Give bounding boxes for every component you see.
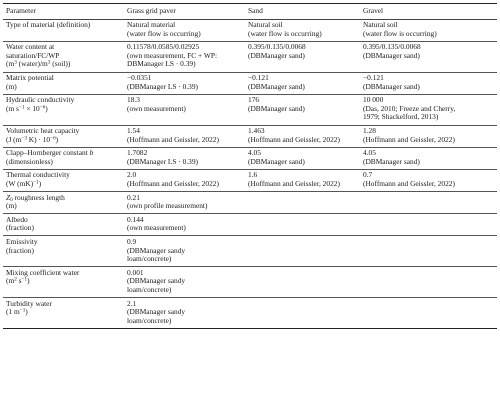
header-gravel: Gravel [360, 4, 497, 20]
parameter-cell: Matrix potential (m) [3, 72, 124, 94]
parameter-cell: Type of material (definition) [3, 19, 124, 41]
gravel-cell: Natural soil (water flow is occurring) [360, 19, 497, 41]
sand-cell [245, 236, 360, 267]
grass-grid-paver-cell: 0.9 (DBManager sandy loam/concrete) [124, 236, 245, 267]
sand-cell: 4.05 (DBManager sand) [245, 147, 360, 169]
header-row [3, 4, 497, 20]
sand-cell: Natural soil (water flow is occurring) [245, 19, 360, 41]
table-row [3, 94, 497, 125]
header-parameter: Parameter [3, 4, 124, 20]
parameter-table [3, 3, 497, 329]
grass-grid-paver-cell: 0.001 (DBManager sandy loam/concrete) [124, 267, 245, 298]
grass-grid-paver-cell: Natural material (water flow is occurring) [124, 19, 245, 41]
gravel-cell [360, 267, 497, 298]
gravel-cell [360, 236, 497, 267]
grass-grid-paver-cell: −0.0351 (DBManager LS · 0.39) [124, 72, 245, 94]
sand-cell: 1.463 (Hoffmann and Geissler, 2022) [245, 125, 360, 147]
sand-cell [245, 192, 360, 214]
sand-cell: 1.6 (Hoffmann and Geissler, 2022) [245, 169, 360, 191]
sand-cell: 176 (DBManager sand) [245, 94, 360, 125]
grass-grid-paver-cell: 0.11578/0.0585/0.02925 (own measurement, FC + WP: DBManager LS · 0.39) [124, 41, 245, 72]
gravel-cell [360, 214, 497, 236]
parameter-cell: Mixing coefficient water ($m^2$ $s^{-1}$) [3, 267, 124, 298]
sand-cell [245, 267, 360, 298]
table-row [3, 192, 497, 214]
table-row [3, 19, 497, 41]
grass-grid-paver-cell: 1.7082 (DBManager LS · 0.39) [124, 147, 245, 169]
table-row [3, 169, 497, 191]
gravel-cell: 0.395/0.135/0.0068 (DBManager sand) [360, 41, 497, 72]
header-sand: Sand [245, 4, 360, 20]
gravel-cell: 4.05 (DBManager sand) [360, 147, 497, 169]
table-header [3, 4, 497, 20]
gravel-cell [360, 298, 497, 329]
grass-grid-paver-cell: 1.54 (Hoffmann and Geissler, 2022) [124, 125, 245, 147]
gravel-cell [360, 192, 497, 214]
header-grass-grid-paver: Grass grid paver [124, 4, 245, 20]
sand-cell: 0.395/0.135/0.0068 (DBManager sand) [245, 41, 360, 72]
grass-grid-paver-cell: 2.0 (Hoffmann and Geissler, 2022) [124, 169, 245, 191]
parameter-cell: Albedo (fraction) [3, 214, 124, 236]
grass-grid-paver-cell: 2.1 (DBManager sandy loam/concrete) [124, 298, 245, 329]
gravel-cell: 10 000 (Das, 2010; Freeze and Cherry, 1979; Shackelford, 2013) [360, 94, 497, 125]
grass-grid-paver-cell: 18.3 (own measurement) [124, 94, 245, 125]
table-row [3, 41, 497, 72]
sand-cell [245, 214, 360, 236]
sand-cell [245, 298, 360, 329]
parameter-cell: $Z_0$ roughness length (m) [3, 192, 124, 214]
gravel-cell: 1.28 (Hoffmann and Geissler, 2022) [360, 125, 497, 147]
table-row [3, 298, 497, 329]
grass-grid-paver-cell: 0.144 (own measurement) [124, 214, 245, 236]
parameter-cell: Thermal conductivity (W (mK)$^{-1}$) [3, 169, 124, 191]
sand-cell: −0.121 (DBManager sand) [245, 72, 360, 94]
table-row [3, 72, 497, 94]
parameter-cell: Hydraulic conductivity (m $s^{-1} \times 10^{-6}$) [3, 94, 124, 125]
parameter-cell: Water content at saturation/FC/WP ($m^3$ $(water)/m^3$ (soil)) [3, 41, 124, 72]
table-body [3, 19, 497, 328]
table-row [3, 125, 497, 147]
table-row [3, 267, 497, 298]
parameter-cell: Clapp–Hornberger constant b (dimensionless) [3, 147, 124, 169]
parameter-cell: Volumetric heat capacity (J ($m^{-3}$ $K) \cdot 10^{-6}$) [3, 125, 124, 147]
parameter-cell: Emissivity (fraction) [3, 236, 124, 267]
parameter-cell: Turbidity water (1 $m^{-1}$) [3, 298, 124, 329]
table-row [3, 236, 497, 267]
grass-grid-paver-cell: 0.21 (own profile measurement) [124, 192, 245, 214]
gravel-cell: 0.7 (Hoffmann and Geissler, 2022) [360, 169, 497, 191]
table-row [3, 147, 497, 169]
gravel-cell: −0.121 (DBManager sand) [360, 72, 497, 94]
table-row [3, 214, 497, 236]
